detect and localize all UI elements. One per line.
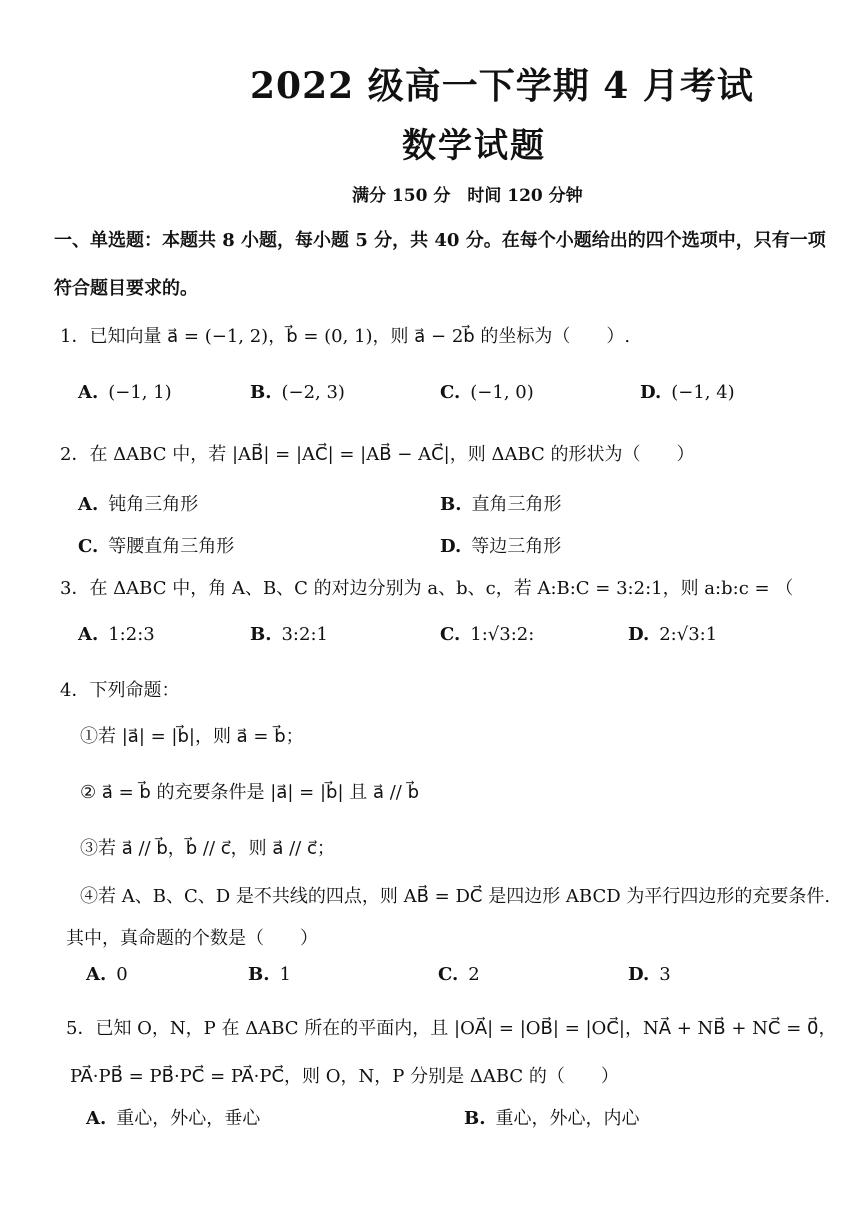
question-4-proposition-3: ③若 a⃗ // b⃗，b⃗ // c⃗，则 a⃗ // c⃗；: [80, 838, 335, 859]
option-text: 0: [116, 964, 128, 985]
option-text: 3: [659, 964, 671, 985]
question-3-option-d: [628, 624, 717, 645]
option-label: B.: [250, 624, 272, 645]
question-4-option-d: [628, 964, 671, 985]
option-label: D.: [640, 382, 662, 403]
option-label: A.: [78, 382, 99, 403]
option-text: 直角三角形: [471, 494, 562, 515]
exam-info: 满分 150 分 时间 120 分钟: [352, 186, 583, 206]
option-label: D.: [440, 536, 462, 557]
question-2-option-b: [440, 490, 561, 516]
question-4-option-b: [248, 964, 291, 985]
exam-title: 2022 级高一下学期 4 月考试: [250, 65, 754, 107]
option-label: B.: [440, 494, 462, 515]
option-label: A.: [78, 624, 99, 645]
option-text: 重心，外心，垂心: [116, 1108, 261, 1129]
question-1-option-d: [640, 382, 735, 403]
question-5-stem-line2: PA⃗·PB⃗ = PB⃗·PC⃗ = PA⃗·PC⃗，则 O，N，P 分别是 ΔABC 的（ ）: [70, 1066, 619, 1087]
option-text: (−2, 3): [281, 382, 345, 403]
question-3-stem: 3．在 ΔABC 中，角 A、B、C 的对边分别为 a、b、c，若 A:B:C = 3:2:1，则 a:b:c = （: [60, 578, 794, 599]
option-text: 1:2:3: [108, 624, 155, 645]
option-label: C.: [438, 964, 459, 985]
question-4-option-c: [438, 964, 480, 985]
section-heading-line1: 一、单选题：本题共 8 小题，每小题 5 分，共 40 分。在每个小题给出的四个选项中，只有一项: [54, 230, 826, 251]
option-text: 重心，外心，内心: [495, 1108, 640, 1129]
option-text: 1: [279, 964, 291, 985]
option-label: D.: [628, 964, 650, 985]
question-4-option-a: [86, 964, 128, 985]
option-text: 等边三角形: [471, 536, 562, 557]
option-label: C.: [440, 382, 461, 403]
question-4-proposition-2: ② a⃗ = b⃗ 的充要条件是 |a⃗| = |b⃗| 且 a⃗ // b⃗: [80, 782, 419, 803]
option-text: 钝角三角形: [108, 494, 199, 515]
question-2-option-a: [78, 490, 198, 516]
question-1-option-c: [440, 382, 534, 403]
exam-subtitle: 数学试题: [402, 126, 546, 166]
option-label: C.: [440, 624, 461, 645]
option-text: 3:2:1: [281, 624, 328, 645]
option-text: 2:√3:1: [659, 624, 718, 645]
question-1-option-a: [78, 382, 172, 403]
question-5-stem: 5．已知 O，N，P 在 ΔABC 所在的平面内，且 |OA⃗| = |OB⃗| = |OC⃗|，NA⃗ + NB⃗ + NC⃗ = 0⃗，: [66, 1018, 837, 1039]
question-1-stem: 1．已知向量 a⃗ = (−1, 2)，b⃗ = (0, 1)，则 a⃗ − 2b⃗ 的坐标为（ ）.: [60, 326, 631, 347]
question-3-option-a: [78, 624, 155, 645]
option-label: B.: [248, 964, 270, 985]
question-2-option-c: [78, 532, 234, 558]
option-label: C.: [78, 536, 99, 557]
option-text: (−1, 1): [108, 382, 172, 403]
question-4-followup: 其中，真命题的个数是（ ）: [66, 928, 318, 949]
question-1-option-b: [250, 382, 345, 403]
question-3-option-c: [440, 624, 534, 645]
option-label: B.: [250, 382, 272, 403]
question-4-proposition-4: ④若 A、B、C、D 是不共线的四点，则 AB⃗ = DC⃗ 是四边形 ABCD 为平行四边形的充要条件.: [80, 886, 831, 907]
question-5-option-a: [86, 1104, 260, 1130]
question-2-stem: 2．在 ΔABC 中，若 |AB⃗| = |AC⃗| = |AB⃗ − AC⃗|，则 ΔABC 的形状为（ ）: [60, 444, 695, 465]
question-2-option-d: [440, 532, 561, 558]
question-5-option-b: [464, 1104, 639, 1130]
option-label: A.: [86, 964, 107, 985]
option-label: B.: [464, 1108, 486, 1129]
question-4-proposition-1: ①若 |a⃗| = |b⃗|，则 a⃗ = b⃗；: [80, 726, 304, 747]
section-heading-line2: 符合题目要求的。: [54, 278, 198, 299]
option-text: (−1, 0): [470, 382, 534, 403]
option-label: A.: [86, 1108, 107, 1129]
option-text: (−1, 4): [671, 382, 735, 403]
option-text: 1:√3:2:: [470, 624, 535, 645]
question-3-option-b: [250, 624, 328, 645]
option-label: D.: [628, 624, 650, 645]
option-text: 2: [468, 964, 480, 985]
option-text: 等腰直角三角形: [108, 536, 235, 557]
question-4-stem: 4．下列命题：: [60, 680, 180, 701]
option-label: A.: [78, 494, 99, 515]
